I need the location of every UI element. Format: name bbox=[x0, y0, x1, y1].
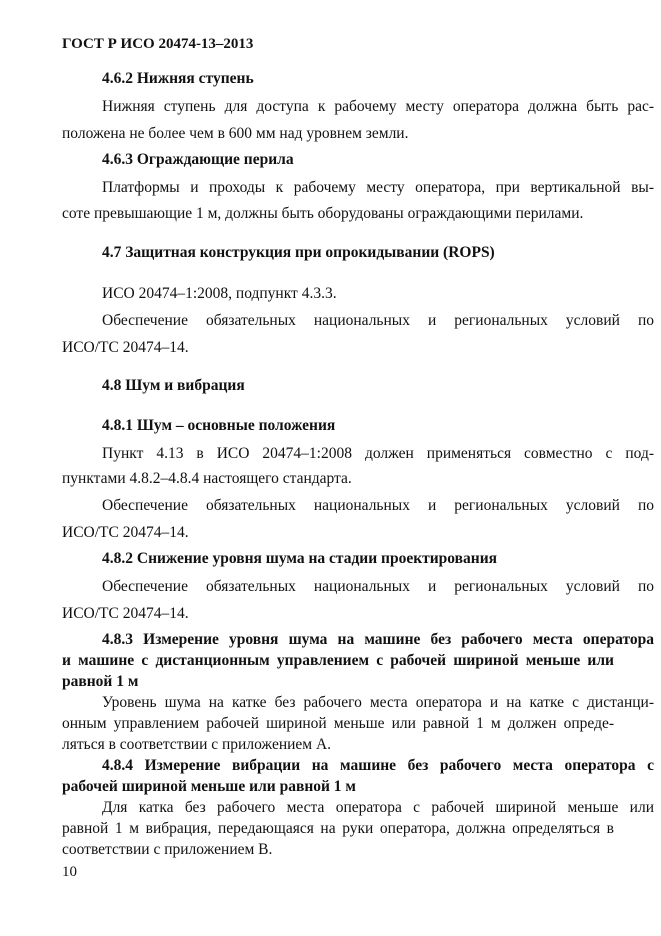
paragraph-4-7-line-2: ИСО/ТС 20474–14. bbox=[62, 339, 189, 356]
heading-4-8-3-line-1: 4.8.3 Измерение уровня шума на машине без рабочего места оператора bbox=[102, 631, 654, 648]
paragraph-4-8-2-line-2: ИСО/ТС 20474–14. bbox=[62, 605, 189, 622]
paragraph-4-8-1-line-1: Пункт 4.13 в ИСО 20474–1:2008 должен применяться совместно с под- bbox=[102, 445, 654, 462]
heading-4-8-3-line-2: и машине с дистанционным управлением с рабочей шириной меньше или bbox=[62, 652, 614, 669]
heading-4-6-2: 4.6.2 Нижняя ступень bbox=[102, 70, 254, 87]
paragraph-4-8-1-line-4: ИСО/ТС 20474–14. bbox=[62, 524, 189, 541]
paragraph-4-8-1-line-2: пунктами 4.8.2–4.8.4 настоящего стандарта. bbox=[62, 470, 352, 487]
paragraph-4-8-4-line-1: Для катка без рабочего места оператора с рабочей шириной меньше или bbox=[102, 799, 654, 816]
heading-4-6-3: 4.6.3 Ограждающие перила bbox=[102, 151, 294, 168]
document-header: ГОСТ Р ИСО 20474-13–2013 bbox=[62, 36, 254, 52]
paragraph-4-6-2-line-1: Нижняя ступень для доступа к рабочему месту оператора должна быть рас- bbox=[102, 98, 654, 115]
heading-4-8-2: 4.8.2 Снижение уровня шума на стадии проектирования bbox=[102, 550, 498, 567]
paragraph-4-6-3-line-1: Платформы и проходы к рабочему месту оператора, при вертикальной вы- bbox=[102, 179, 654, 196]
paragraph-4-8-1-line-3: Обеспечение обязательных национальных и региональных условий по bbox=[102, 497, 654, 514]
paragraph-4-8-3-line-2: онным управлением рабочей шириной меньше или равной 1 м должен опреде- bbox=[62, 715, 614, 732]
heading-4-8-4-line-1: 4.8.4 Измерение вибрации на машине без рабочего места оператора с bbox=[102, 757, 654, 774]
page-number: 10 bbox=[62, 864, 77, 880]
paragraph-4-8-2-line-1: Обеспечение обязательных национальных и региональных условий по bbox=[102, 578, 654, 595]
heading-4-8: 4.8 Шум и вибрация bbox=[102, 377, 245, 394]
paragraph-4-8-4-line-3: соответствии с приложением В. bbox=[62, 841, 273, 858]
paragraph-4-6-3-line-2: соте превышающие 1 м, должны быть оборудованы ограждающими перилами. bbox=[62, 205, 584, 222]
paragraph-4-7-line-1: Обеспечение обязательных национальных и региональных условий по bbox=[102, 312, 654, 329]
heading-4-8-3-line-3: равной 1 м bbox=[62, 673, 139, 690]
heading-4-7: 4.7 Защитная конструкция при опрокидывании (ROPS) bbox=[102, 244, 495, 261]
paragraph-4-6-2-line-2: положена не более чем в 600 мм над уровнем земли. bbox=[62, 125, 409, 142]
paragraph-4-8-4-line-2: равной 1 м вибрация, передающаяся на руки оператора, должна определяться в bbox=[62, 820, 614, 837]
heading-4-8-4-line-2: рабочей шириной меньше или равной 1 м bbox=[62, 778, 356, 795]
paragraph-4-7-reference: ИСО 20474–1:2008, подпункт 4.3.3. bbox=[102, 285, 337, 302]
paragraph-4-8-3-line-3: ляться в соответствии с приложением А. bbox=[62, 736, 332, 753]
paragraph-4-8-3-line-1: Уровень шума на катке без рабочего места оператора и на катке с дистанци- bbox=[102, 694, 654, 711]
heading-4-8-1: 4.8.1 Шум – основные положения bbox=[102, 417, 336, 434]
